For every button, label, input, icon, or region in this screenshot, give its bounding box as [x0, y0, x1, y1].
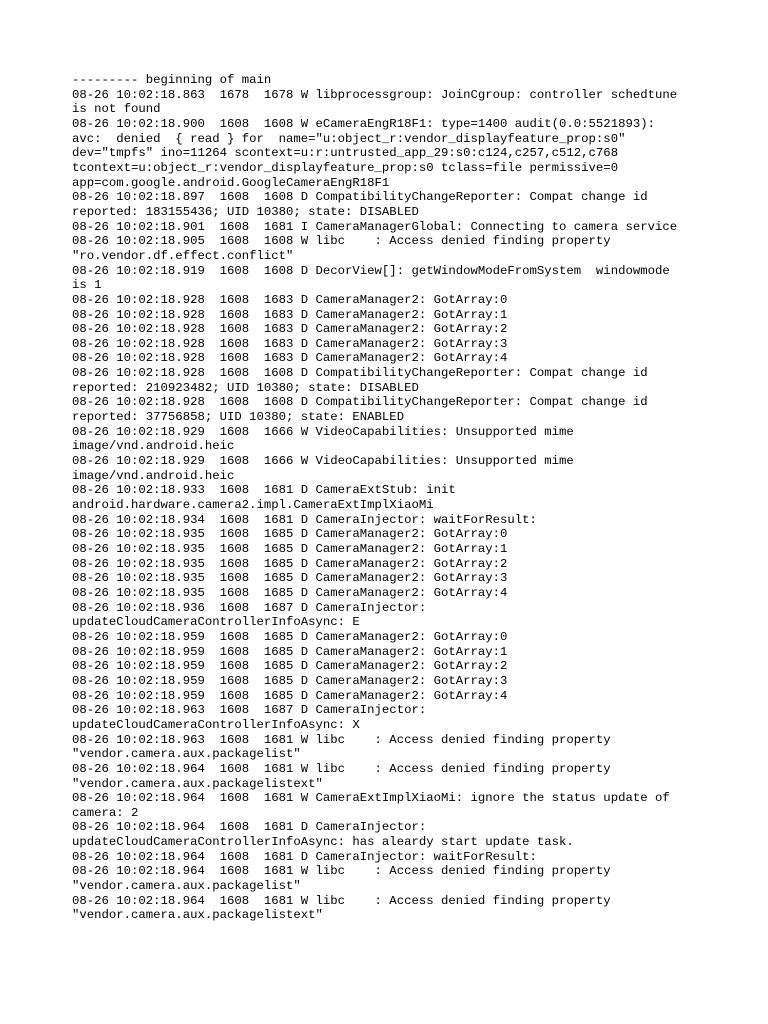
- log-line: 08-26 10:02:18.959 1608 1685 D CameraManager2: GotArray:0: [72, 629, 508, 644]
- log-line: 08-26 10:02:18.929 1608 1666 W VideoCapabilities: Unsupported mime: [72, 454, 574, 469]
- log-line: 08-26 10:02:18.935 1608 1685 D CameraManager2: GotArray:4: [72, 585, 508, 600]
- log-line: 08-26 10:02:18.959 1608 1685 D CameraManager2: GotArray:1: [72, 644, 508, 659]
- log-line: "ro.vendor.df.effect.conflict": [72, 248, 294, 263]
- log-line: reported: 183155436; UID 10380; state: DISABLED: [72, 204, 419, 219]
- log-line: 08-26 10:02:18.928 1608 1683 D CameraManager2: GotArray:2: [72, 322, 508, 337]
- log-line: 08-26 10:02:18.897 1608 1608 D CompatibilityChangeReporter: Compat change id: [72, 190, 648, 205]
- log-line: 08-26 10:02:18.934 1608 1681 D CameraInjector: waitForResult:: [72, 512, 537, 527]
- log-line: 08-26 10:02:18.935 1608 1685 D CameraManager2: GotArray:1: [72, 542, 508, 556]
- log-line: 08-26 10:02:18.928 1608 1608 D CompatibilityChangeReporter: Compat change id: [72, 395, 648, 410]
- log-document: [72, 73, 712, 923]
- log-line: "vendor.camera.aux.packagelistext": [72, 908, 323, 923]
- log-line: 08-26 10:02:18.928 1608 1683 D CameraManager2: GotArray:0: [72, 292, 508, 307]
- log-line: "vendor.camera.aux.packagelistext": [72, 776, 323, 791]
- log-line: is 1: [72, 278, 102, 293]
- log-line: 08-26 10:02:18.935 1608 1685 D CameraManager2: GotArray:2: [72, 556, 508, 571]
- log-line: "vendor.camera.aux.packagelist": [72, 747, 301, 762]
- log-line: is not found: [72, 102, 161, 117]
- log-line: "vendor.camera.aux.packagelist": [72, 879, 301, 894]
- log-line: reported: 210923482; UID 10380; state: DISABLED: [72, 380, 419, 395]
- log-line: 08-26 10:02:18.964 1608 1681 W libc : Access denied finding property: [72, 864, 611, 879]
- log-line: image/vnd.android.heic: [72, 439, 235, 454]
- log-line: app=com.google.android.GoogleCameraEngR18F1: [72, 175, 390, 190]
- log-line: 08-26 10:02:18.959 1608 1685 D CameraManager2: GotArray:2: [72, 659, 508, 674]
- log-line: reported: 37756858; UID 10380; state: ENABLED: [72, 410, 405, 425]
- log-line: 08-26 10:02:18.935 1608 1685 D CameraManager2: GotArray:0: [72, 527, 508, 542]
- log-line: 08-26 10:02:18.928 1608 1683 D CameraManager2: GotArray:3: [72, 336, 508, 351]
- log-line: 08-26 10:02:18.928 1608 1683 D CameraManager2: GotArray:4: [72, 351, 508, 366]
- log-line: --------- beginning of main: [72, 73, 272, 87]
- log-line: 08-26 10:02:18.905 1608 1608 W libc : Access denied finding property: [72, 234, 611, 249]
- log-line: 08-26 10:02:18.928 1608 1608 D CompatibilityChangeReporter: Compat change id: [72, 366, 648, 381]
- log-line: 08-26 10:02:18.964 1608 1681 W CameraExtImplXiaoMi: ignore the status update of: [72, 791, 670, 806]
- log-line: 08-26 10:02:18.936 1608 1687 D CameraInjector:: [72, 600, 427, 615]
- log-line: 08-26 10:02:18.964 1608 1681 W libc : Access denied finding property: [72, 761, 611, 776]
- log-line: avc: denied { read } for name="u:object_r:vendor_displayfeature_prop:s0": [72, 131, 626, 146]
- log-line: 08-26 10:02:18.919 1608 1608 D DecorView[]: getWindowModeFromSystem windowmode: [72, 263, 670, 278]
- log-line: 08-26 10:02:18.959 1608 1685 D CameraManager2: GotArray:4: [72, 688, 508, 703]
- log-line: 08-26 10:02:18.963 1608 1687 D CameraInjector:: [72, 703, 427, 718]
- log-line: 08-26 10:02:18.959 1608 1685 D CameraManager2: GotArray:3: [72, 673, 508, 688]
- log-line: 08-26 10:02:18.863 1678 1678 W libprocessgroup: JoinCgroup: controller schedtune: [72, 87, 678, 102]
- log-line: 08-26 10:02:18.933 1608 1681 D CameraExtStub: init: [72, 483, 456, 498]
- log-line: updateCloudCameraControllerInfoAsync: has aleardy start update task.: [72, 835, 574, 850]
- log-line: dev="tmpfs" ino=11264 scontext=u:r:untrusted_app_29:s0:c124,c257,c512,c768: [72, 146, 619, 161]
- log-line: android.hardware.camera2.impl.CameraExtImplXiaoMi: [72, 498, 434, 513]
- log-line: 08-26 10:02:18.928 1608 1683 D CameraManager2: GotArray:1: [72, 307, 508, 322]
- log-line: 08-26 10:02:18.963 1608 1681 W libc : Access denied finding property: [72, 732, 611, 747]
- log-line: 08-26 10:02:18.964 1608 1681 W libc : Access denied finding property: [72, 893, 611, 908]
- log-line: camera: 2: [72, 805, 139, 820]
- log-line: image/vnd.android.heic: [72, 468, 235, 483]
- log-line: updateCloudCameraControllerInfoAsync: X: [72, 717, 360, 732]
- log-line: 08-26 10:02:18.935 1608 1685 D CameraManager2: GotArray:3: [72, 571, 508, 586]
- log-line: tcontext=u:object_r:vendor_displayfeature_prop:s0 tclass=file permissive=0: [72, 160, 619, 175]
- log-line: updateCloudCameraControllerInfoAsync: E: [72, 615, 360, 630]
- log-line: 08-26 10:02:18.929 1608 1666 W VideoCapabilities: Unsupported mime: [72, 424, 574, 439]
- log-line: 08-26 10:02:18.900 1608 1608 W eCameraEngR18F1: type=1400 audit(0.0:5521893):: [72, 116, 655, 131]
- log-line: 08-26 10:02:18.964 1608 1681 D CameraInjector:: [72, 820, 427, 835]
- log-line: 08-26 10:02:18.964 1608 1681 D CameraInjector: waitForResult:: [72, 849, 537, 864]
- log-line: 08-26 10:02:18.901 1608 1681 I CameraManagerGlobal: Connecting to camera service: [72, 219, 678, 234]
